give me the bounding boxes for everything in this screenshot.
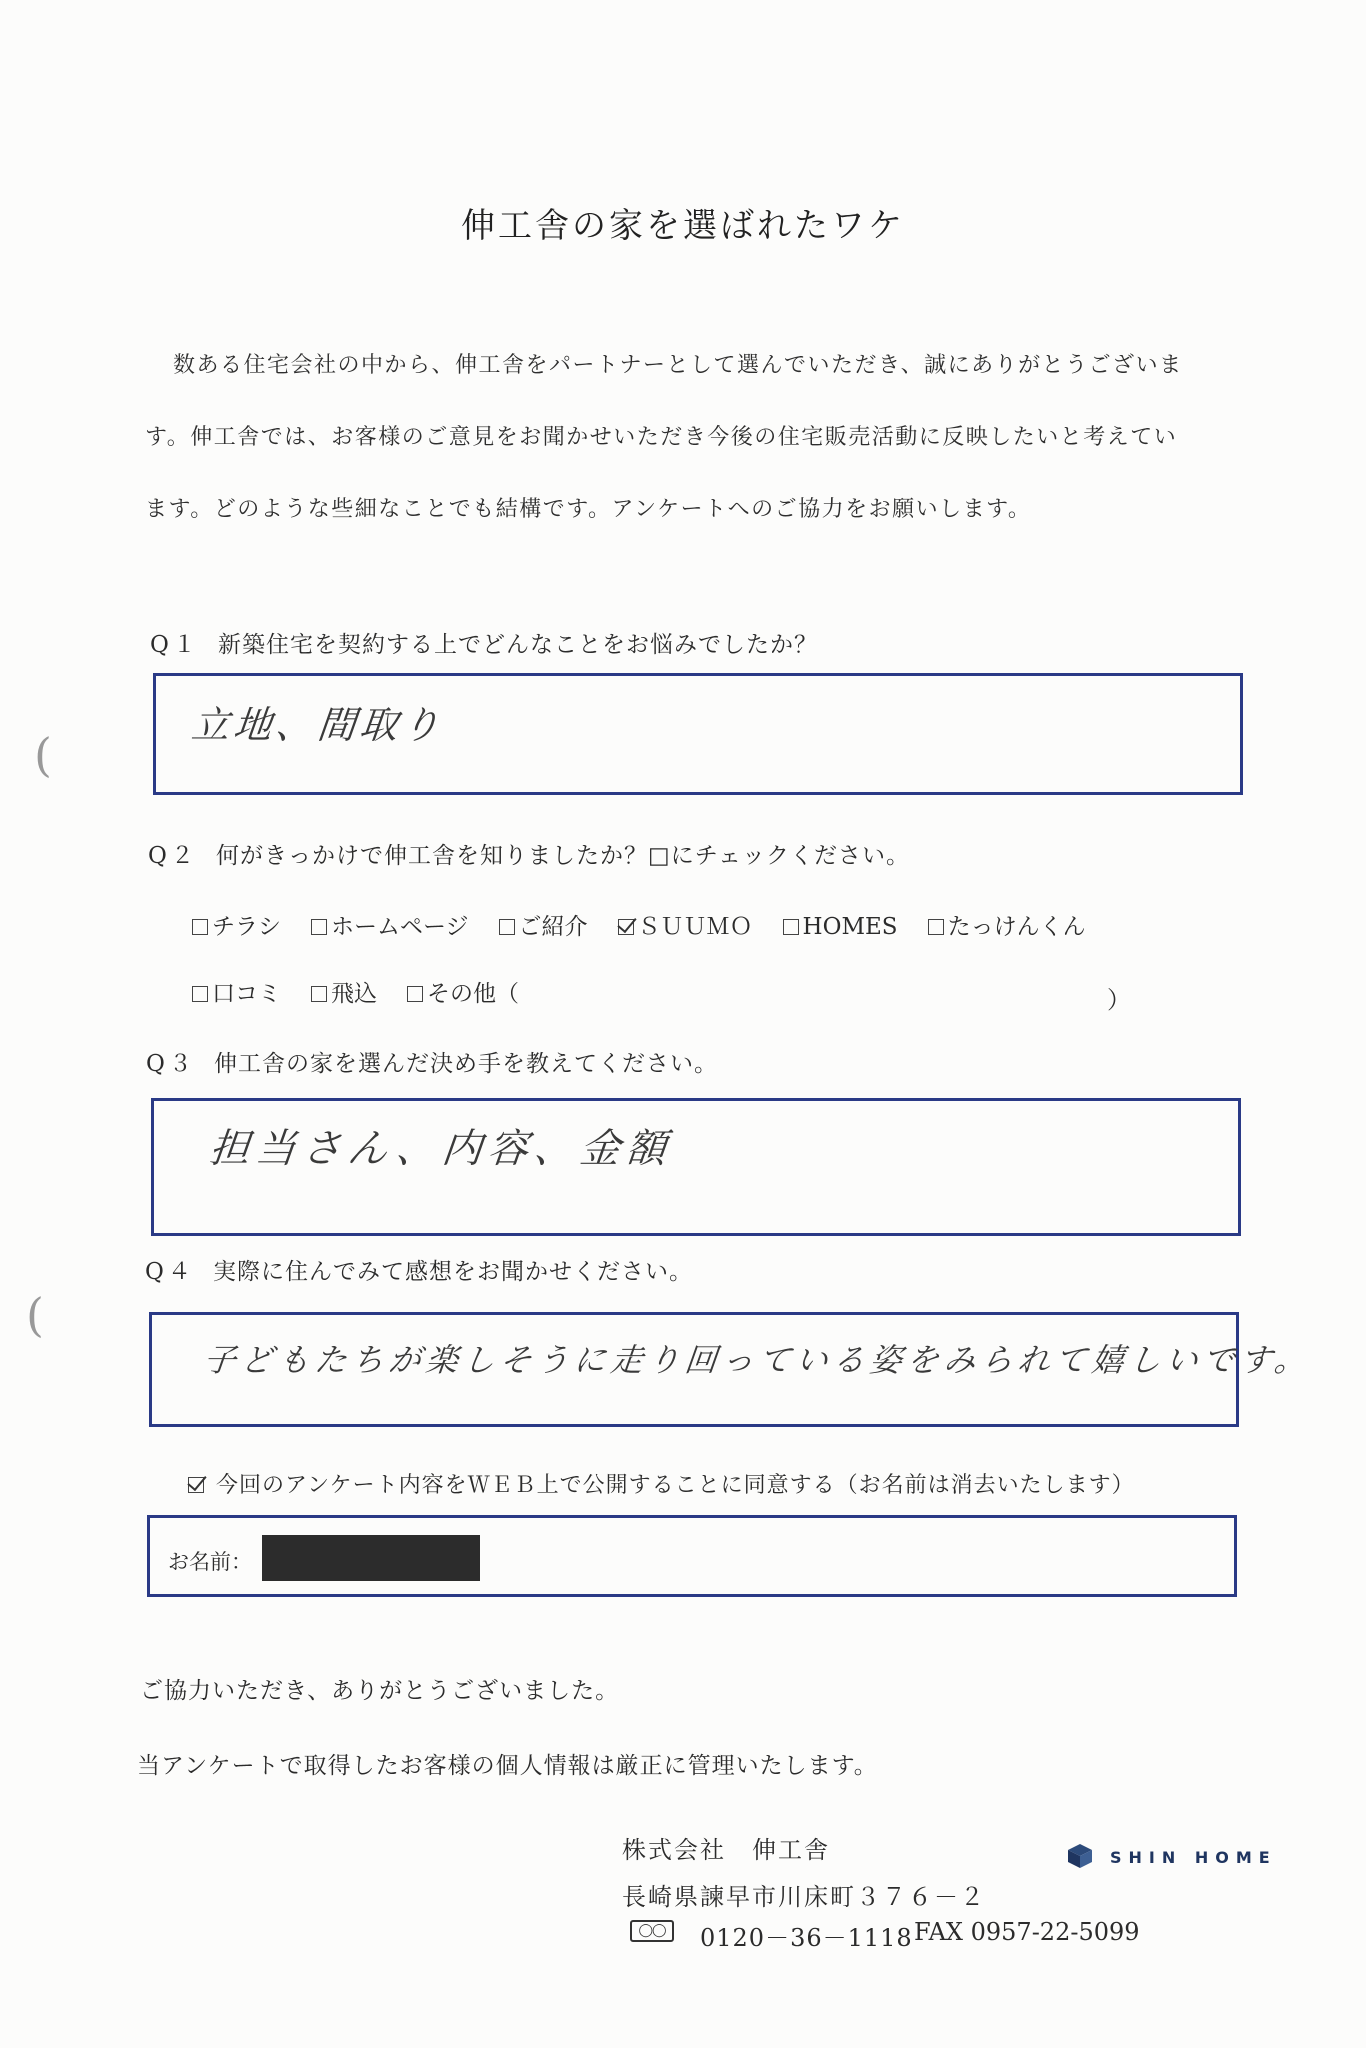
handwritten-answer: 担当さん、内容、金額 (207, 1126, 675, 1172)
checkbox[interactable] (618, 919, 634, 935)
handwritten-answer: 子どもたちが楽しそうに走り回っている姿をみられて嬉しいです。 (201, 1341, 1314, 1379)
question-text: 何がきっかけで伸工舎を知りましたか？□にチェックください。 (216, 843, 911, 869)
page-title: 伸工舎の家を選ばれたワケ (461, 206, 905, 246)
consent-line (188, 1468, 1135, 1499)
intro-line: ます。どのような些細なことでも結構です。アンケートへのご協力をお願いします。 (145, 497, 1032, 522)
option-label: たっけんくん (947, 914, 1086, 940)
privacy-text: 当アンケートで取得したお客様の個人情報は厳正に管理いたします。 (137, 1753, 878, 1779)
source-option[interactable] (499, 908, 588, 941)
question-4 (145, 1253, 693, 1286)
source-option[interactable] (311, 908, 469, 941)
option-label: ホームページ (331, 914, 469, 940)
answer-box-q3 (151, 1098, 1241, 1236)
question-3 (146, 1045, 718, 1078)
option-label: 飛込 (331, 981, 377, 1007)
question-text: 新築住宅を契約する上でどんなことをお悩みでしたか？ (218, 632, 818, 658)
checkbox[interactable] (192, 919, 208, 935)
thanks-text: ご協力いただき、ありがとうございました。 (140, 1678, 620, 1704)
question-text: 伸工舎の家を選んだ決め手を教えてください。 (214, 1051, 718, 1077)
option-label: ご紹介 (518, 914, 588, 940)
question-number: Q１ (150, 632, 200, 658)
source-option[interactable] (192, 975, 281, 1008)
question-number: Q４ (145, 1259, 195, 1285)
checkbox[interactable] (407, 986, 423, 1002)
question-text: 実際に住んでみて感想をお聞かせください。 (213, 1259, 693, 1285)
source-option[interactable] (311, 975, 377, 1008)
question-number: Q２ (148, 843, 198, 869)
name-label: お名前： (168, 1550, 252, 1574)
checkbox[interactable] (311, 919, 327, 935)
checkbox[interactable] (311, 986, 327, 1002)
intro-paragraph (145, 330, 1195, 546)
answer-box-q1 (153, 673, 1243, 795)
consent-checkbox[interactable] (188, 1477, 204, 1493)
source-option[interactable] (618, 908, 753, 941)
handwritten-answer: 立地、間取り (189, 703, 446, 747)
company-phone: 0120－36－1118 (700, 1924, 913, 1952)
source-option[interactable] (192, 908, 281, 941)
option-label: チラシ (212, 914, 281, 940)
source-options-row-1 (192, 908, 1116, 941)
free-dial-icon: ◯◯ (630, 1920, 674, 1942)
option-label: HOMES (802, 914, 898, 940)
option-label: その他（ (427, 981, 519, 1007)
company-address: 長崎県諫早市川床町３７６－２ (622, 1883, 986, 1911)
source-option[interactable] (407, 975, 519, 1008)
checkbox[interactable] (783, 919, 799, 935)
scan-mark: ( (26, 1288, 44, 1342)
intro-line: 数ある住宅会社の中から、伸工舎をパートナーとして選んでいただき、誠にありがとうございま (173, 353, 1183, 378)
source-option[interactable] (783, 914, 898, 940)
intro-line: す。伸工舎では、お客様のご意見をお聞かせいただき今後の住宅販売活動に反映したいと考えてい (145, 425, 1178, 450)
question-2 (148, 837, 910, 870)
option-label: ＳＵＵＭＯ (637, 914, 753, 940)
company-fax: FAX 0957-22-5099 (914, 1918, 1140, 1946)
shin-home-logo-icon (1066, 1842, 1094, 1870)
shin-home-logo-text: SHIN HOME (1110, 1848, 1277, 1867)
question-number: Q３ (146, 1051, 196, 1077)
answer-box-q4 (149, 1312, 1314, 1427)
redacted-name (262, 1535, 480, 1581)
question-1 (150, 626, 818, 659)
name-box (147, 1515, 1237, 1597)
source-option[interactable] (928, 908, 1086, 941)
checkbox[interactable] (499, 919, 515, 935)
checkbox[interactable] (928, 919, 944, 935)
consent-text: 今回のアンケート内容をＷＥＢ上で公開することに同意する（お名前は消去いたします） (216, 1473, 1135, 1498)
option-label: 口コミ (212, 981, 281, 1007)
close-paren: ） (1107, 986, 1131, 1014)
scan-mark: ( (34, 728, 52, 782)
checkbox[interactable] (192, 986, 208, 1002)
company-name: 株式会社 伸工舎 (622, 1836, 830, 1864)
source-options-row-2 (192, 975, 549, 1008)
